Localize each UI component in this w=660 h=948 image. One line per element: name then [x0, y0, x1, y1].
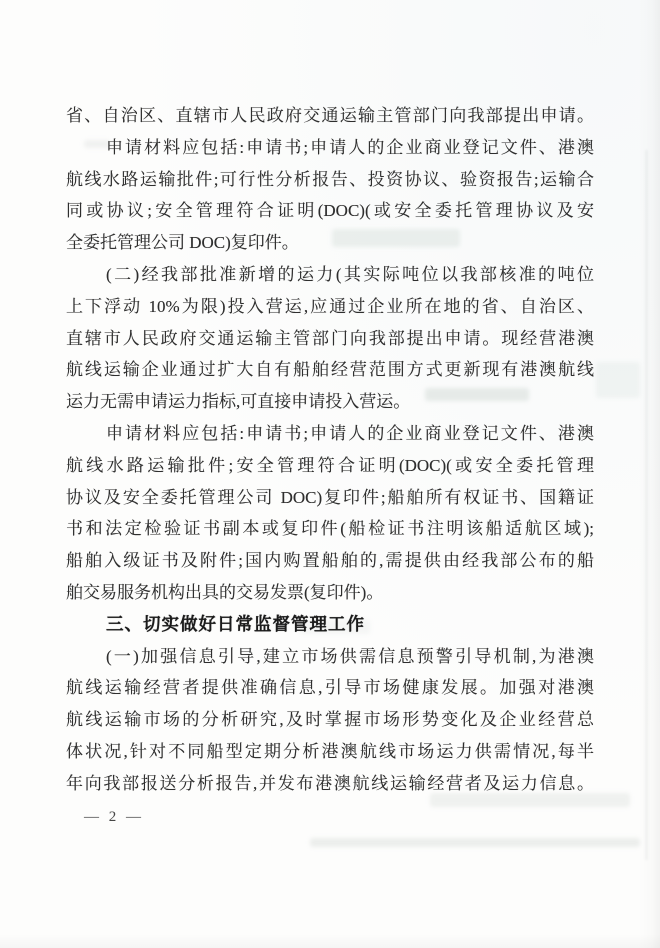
document-body: [66, 100, 594, 800]
text-line: 全委托管理公司 DOC)复印件。: [66, 233, 299, 253]
text-line: 运力无需申请运力指标,可直接申请投入营运。: [66, 392, 411, 412]
bleedthrough-artifact: [310, 838, 640, 847]
text-line: 航线水路运输批件;安全管理符合证明(DOC)(或安全委托管理: [66, 455, 594, 475]
text-line: 体状况,针对不同船型定期分析港澳航线市场运力供需情况,每半: [66, 741, 594, 761]
text-line: 协议及安全委托管理公司 DOC)复印件;船舶所有权证书、国籍证: [66, 487, 594, 507]
text-line: 同或协议;安全管理符合证明(DOC)(或安全委托管理协议及安: [66, 201, 594, 221]
text-line: 申请材料应包括:申请书;申请人的企业商业登记文件、港澳: [106, 423, 594, 443]
text-line: 船舶入级证书及附件;国内购置船舶的,需提供由经我部公布的船: [66, 551, 594, 571]
text-line: 上下浮动 10%为限)投入营运,应通过企业所在地的省、自治区、: [66, 296, 594, 316]
text-line: 书和法定检验证书副本或复印件(船检证书注明该船适航区域);: [66, 519, 594, 539]
section-heading: 三、切实做好日常监督管理工作: [106, 613, 365, 634]
text-line: (二)经我部批准新增的运力(其实际吨位以我部核准的吨位: [106, 264, 594, 284]
text-line: 航线水路运输批件;可行性分析报告、投资协议、验资报告;运输合: [66, 169, 594, 189]
page-footer: [84, 805, 144, 829]
page-number: — 2 —: [84, 809, 144, 825]
scan-edge-shadow: [645, 150, 648, 860]
text-line: (一)加强信息引导,建立市场供需信息预警引导机制,为港澳: [106, 646, 594, 666]
text-line: 航线运输经营者提供准确信息,引导市场健康发展。加强对港澳: [66, 678, 594, 698]
text-line: 省、自治区、直辖市人民政府交通运输主管部门向我部提出申请。: [66, 106, 594, 125]
text-line: 航线运输企业通过扩大自有船舶经营范围方式更新现有港澳航线: [66, 360, 594, 380]
text-line: 申请材料应包括:申请书;申请人的企业商业登记文件、港澳: [106, 137, 594, 157]
text-line: 直辖市人民政府交通运输主管部门向我部提出申请。现经营港澳: [66, 328, 594, 348]
text-line: 航线运输市场的分析研究,及时掌握市场形势变化及企业经营总: [66, 710, 594, 730]
text-line: 年向我部报送分析报告,并发布港澳航线运输经营者及运力信息。: [66, 773, 594, 793]
bleedthrough-artifact: [596, 362, 640, 398]
text-line: 舶交易服务机构出具的交易发票(复印件)。: [66, 582, 384, 602]
